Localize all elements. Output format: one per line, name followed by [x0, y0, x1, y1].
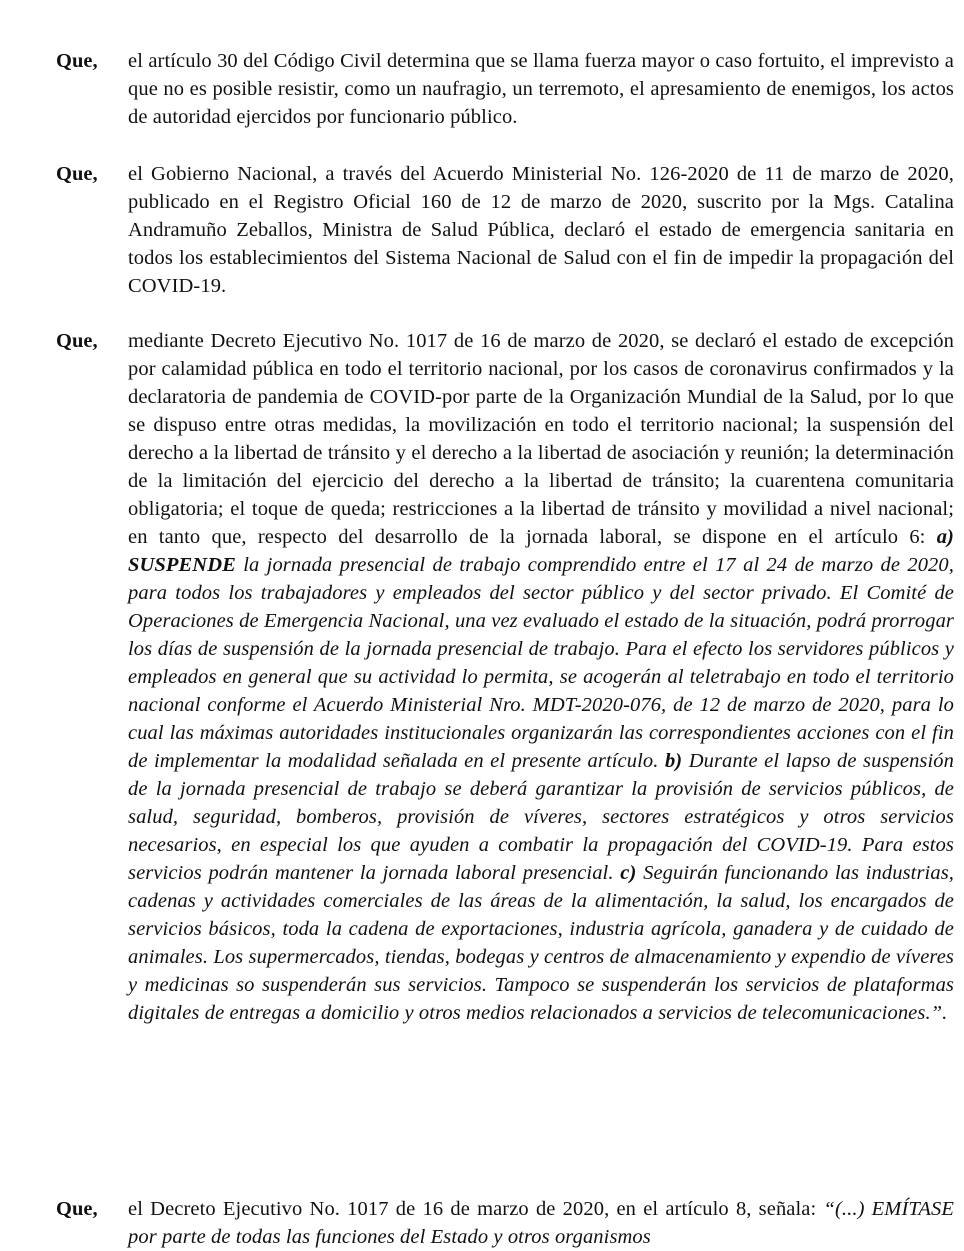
- recital-label: Que,: [56, 330, 98, 352]
- recital-text: el Gobierno Nacional, a través del Acuerdo Ministerial No. 126-2020 de 11 de marzo de 2020, publicado en el Registro Oficial 160 de 12 de marzo de 2020, suscrito por la Mgs. Catalina Andramuño Zeballos, Ministra de Salud Pública, declaró el estado de emergencia sanitaria en todos los establecimientos del Sistema Nacional de Salud con el fin de impedir la propagación del COVID-19.: [128, 163, 954, 297]
- decree-intro-text: mediante Decreto Ejecutivo No. 1017 de 16 de marzo de 2020, se declaró el estado de excepción por calamidad pública en todo el territorio nacional, por los casos de coronavirus confirmados y la declaratoria de pandemia de COVID-por parte de la Organización Mundial de la Salud, por lo que se dispuso entre otras medidas, la movilización en todo el territorio nacional; la suspensión del derecho a la libertad de tránsito y el derecho a la libertad de asociación y reunión; la determinación de la limitación del ejercicio del derecho a la libertad de tránsito; la cuarentena comunitaria obligatoria; el toque de queda; restricciones a la libertad de tránsito y movilidad a nivel nacional; en tanto que, respecto del desarrollo de la jornada laboral, se dispone en el artículo 6:: [128, 330, 954, 548]
- clause-c-text: Seguirán funcionando las industrias, cadenas y actividades comerciales de las áreas de la alimentación, la salud, los encargados de servicios básicos, toda la cadena de exportaciones, industria agrícola, ganadera y de cuidado de animales. Los supermercados, tiendas, bodegas y centros de almacenamiento y expendio de víveres y medicinas so suspenderán sus servicios. Tampoco se suspenderán los servicios de plataformas digitales de entregas a domicilio y otros medios relacionados a servicios de telecomunicaciones.”.: [128, 862, 954, 1024]
- recital-label: Que,: [56, 1198, 98, 1220]
- recital-text: el artículo 30 del Código Civil determina que se llama fuerza mayor o caso fortuito, el imprevisto a que no es posible resistir, como un naufragio, un terremoto, el apresamiento de enemigos, los actos de autoridad ejercidos por funcionario público.: [128, 50, 954, 128]
- clause-b-text: Durante el lapso de suspensión de la jornada presencial de trabajo se deberá garantizar la provisión de servicios públicos, de salud, seguridad, bomberos, provisión de víveres, sectores estratégicos y otros servicios necesarios, en especial los que ayuden a combatir la propagación del COVID-19. Para estos servicios podrán mantener la jornada laboral presencial.: [128, 750, 954, 884]
- recital-text: [128, 327, 954, 1027]
- decree-quote-text: “(...) EMÍTASE por parte de todas las funciones del Estado y otros organismos: [128, 1198, 954, 1248]
- recital-label: Que,: [56, 163, 98, 185]
- decree-article-text: el Decreto Ejecutivo No. 1017 de 16 de marzo de 2020, en el artículo 8, señala:: [128, 1198, 817, 1220]
- clause-a-marker: a) SUSPENDE: [128, 526, 954, 576]
- clause-a-text: la jornada presencial de trabajo comprendido entre el 17 al 24 de marzo de 2020, para todos los trabajadores y empleados del sector público y del sector privado. El Comité de Operaciones de Emergencia Nacional, una vez evaluado el estado de la situación, podrá prorrogar los días de suspensión de la jornada presencial de trabajo. Para el efecto los servidores públicos y empleados en general que su actividad lo permita, se acogerán al teletrabajo en todo el territorio nacional conforme el Acuerdo Ministerial Nro. MDT-2020-076, de 12 de marzo de 2020, para lo cual las máximas autoridades institucionales organizarán las correspondientes acciones con el fin de implementar la modalidad señalada en el presente artículo.: [128, 554, 954, 772]
- recital-text: [128, 1195, 954, 1251]
- recital-label: Que,: [56, 50, 98, 72]
- clause-b-marker: b): [664, 750, 683, 772]
- clause-c-marker: c): [620, 862, 637, 884]
